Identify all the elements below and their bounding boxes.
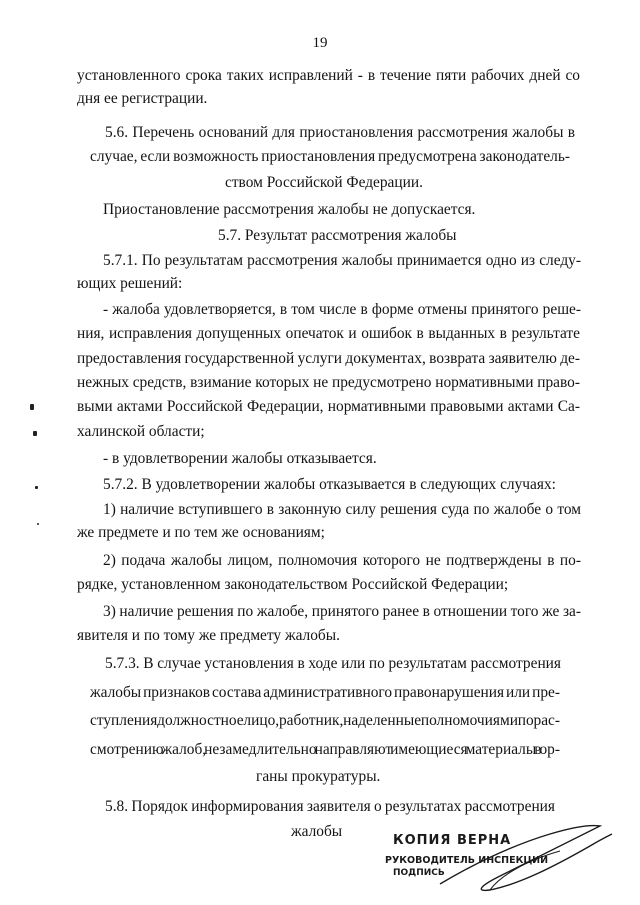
scan-speck: [35, 486, 38, 489]
page-number: 19: [312, 35, 328, 51]
text-line: 5.7.2. В удовлетворении жалобы отказывается в следующих случаях:: [103, 476, 556, 493]
text-line: жалобы признаков состава административного правонарушения или пре-: [90, 684, 560, 701]
stamp-title: РУКОВОДИТЕЛЬ ИНСПЕКЦИИ: [385, 855, 549, 866]
text-line: ганы прокуратуры.: [256, 768, 381, 785]
text-line: 5.7.1. По результатам рассмотрения жалобы принимается одно из следу-: [103, 252, 581, 269]
section-heading-5-8: 5.8. Порядок информирования заявителя о результатах рассмотрения: [105, 798, 555, 815]
section-heading-5-6: ством Российской Федерации.: [225, 174, 423, 191]
scan-speck: [30, 404, 34, 410]
text-line: смотрению жалоб, незамедлительно направляют имеющиеся материалы в ор-: [90, 741, 560, 758]
text-line: ния, исправления допущенных опечаток и ошибок в выданных в результате: [77, 325, 580, 342]
text-line: ступления должностное лицо, работник, наделенные полномочиями по рас-: [90, 712, 560, 729]
section-heading-5-6: случае, если возможность приостановления предусмотрена законодатель-: [90, 148, 570, 165]
text-line: 2) подача жалобы лицом, полномочия которого не подтверждены в по-: [103, 552, 581, 569]
text-line: дня ее регистрации.: [77, 90, 208, 107]
section-heading-5-8: жалобы: [291, 823, 343, 840]
text-line: 3) наличие решения по жалобе, принятого ранее в отношении того же за-: [103, 603, 581, 620]
section-heading-5-6: 5.6. Перечень оснований для приостановления рассмотрения жалобы в: [105, 124, 575, 141]
text-line: рядке, установленном законодательством Российской Федерации;: [77, 576, 509, 593]
text-line: нежных средств, взимание которых не предусмотрено нормативными право-: [77, 374, 580, 391]
text-line: предоставления государственной услуги документах, возврата заявителю де-: [77, 350, 580, 367]
stamp-signature-label: ПОДПИСЬ: [393, 868, 445, 878]
section-heading-5-7: 5.7. Результат рассмотрения жалобы: [218, 227, 457, 244]
text-line: Приостановление рассмотрения жалобы не допускается.: [103, 201, 476, 218]
text-line: - жалоба удовлетворяется, в том числе в форме отмены принятого реше-: [103, 301, 581, 318]
text-line: установленного срока таких исправлений - в течение пяти рабочих дней со: [77, 67, 580, 84]
text-line: ющих решений:: [77, 275, 183, 292]
text-line: халинской области;: [77, 423, 205, 440]
scan-speck: [37, 523, 39, 525]
text-line: 1) наличие вступившего в законную силу решения суда по жалобе о том: [103, 501, 581, 518]
text-line: же предмете и по тем же основаниям;: [77, 524, 325, 541]
scan-speck: [33, 431, 37, 436]
stamp-certified-copy: КОПИЯ ВЕРНА: [393, 833, 512, 848]
text-line: выми актами Российской Федерации, нормативными правовыми актами Са-: [77, 398, 580, 415]
text-line: 5.7.3. В случае установления в ходе или по результатам рассмотрения: [105, 655, 561, 672]
text-line: явителя и по тому же предмету жалобы.: [77, 627, 340, 644]
signature-scribble: [430, 806, 620, 901]
text-line: - в удовлетворении жалобы отказывается.: [103, 450, 377, 467]
